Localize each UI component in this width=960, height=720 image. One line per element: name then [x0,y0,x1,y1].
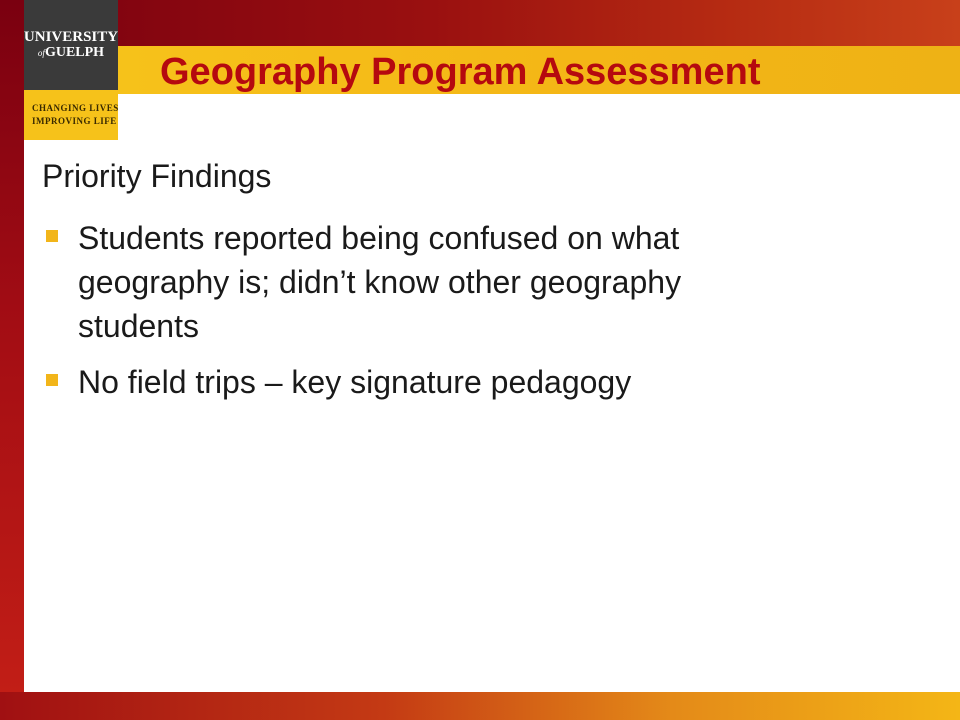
square-bullet-icon [46,230,58,242]
top-red-band [0,0,960,50]
logo-university-text: UNIVERSITY [23,29,119,45]
slide-heading: Priority Findings [42,158,272,194]
square-bullet-icon [46,374,58,386]
university-logo [24,0,118,90]
logo-tagline [24,90,118,140]
bottom-gradient-band [0,692,960,720]
bullet-text: Students reported being confused on what geography is; didn’t know other geography students [78,220,682,344]
left-red-band [0,0,24,720]
bullet-text: No field trips – key signature pedagogy [78,364,632,400]
bullet-list [42,216,922,416]
bullet-item [42,360,798,404]
slide-title: Geography Program Assessment [160,51,761,93]
logo-guelph-line [38,45,104,61]
tagline-line-1: CHANGING LIVES [32,103,119,113]
tagline-line-2: IMPROVING LIFE [32,116,117,126]
logo-guelph-text: GUELPH [44,45,105,60]
logo-of-text: of [37,48,45,58]
bullet-item [42,216,798,348]
